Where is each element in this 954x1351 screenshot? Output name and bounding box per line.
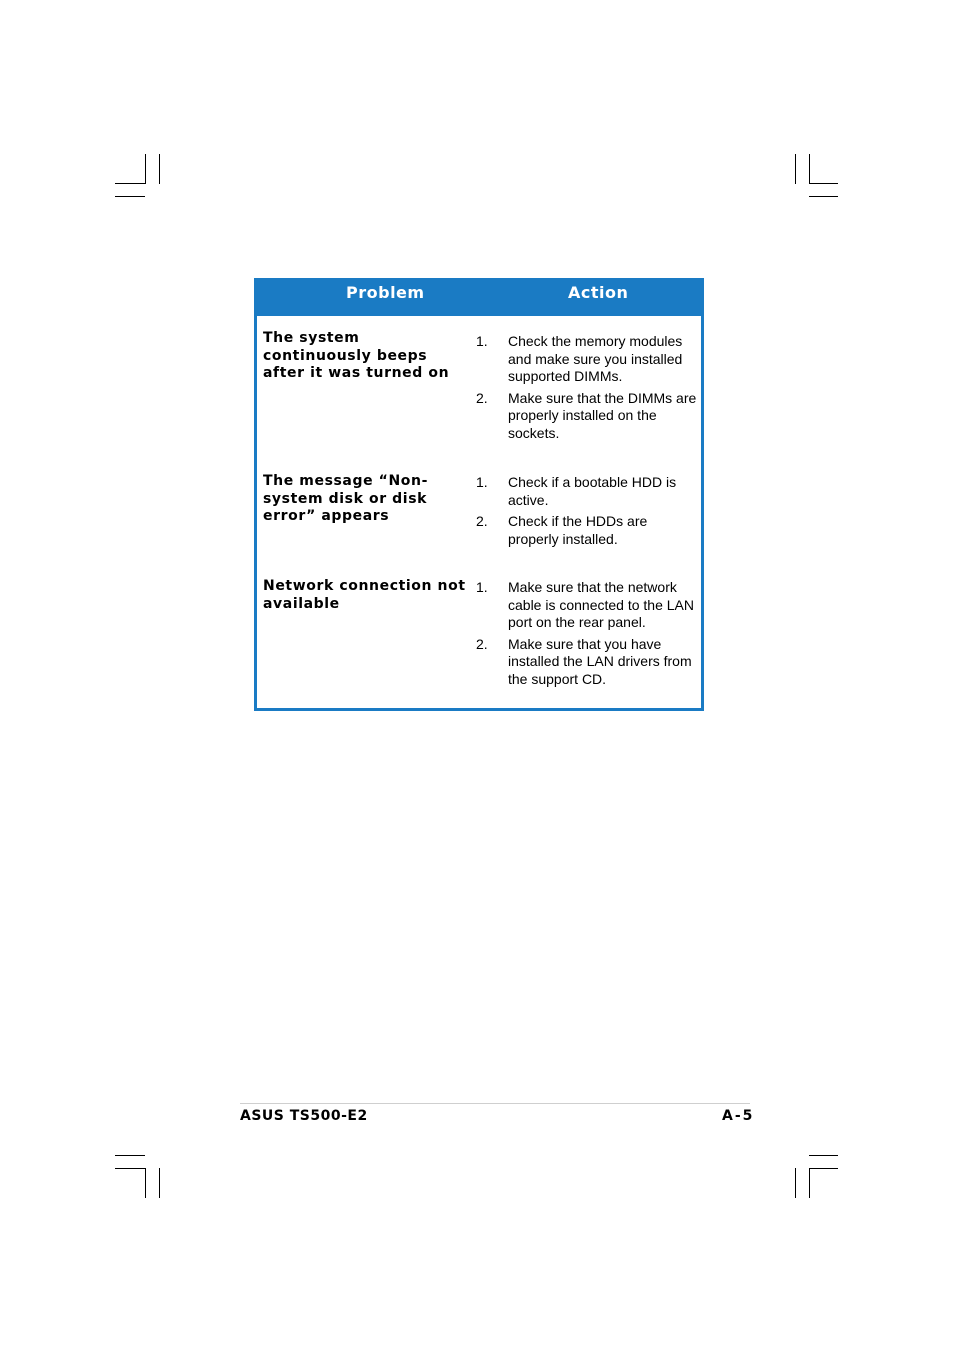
crop-mark <box>795 1168 796 1198</box>
action-list <box>476 474 701 552</box>
crop-mark <box>795 154 796 184</box>
crop-mark <box>809 183 838 184</box>
action-item: 2. Check if the HDDs are properly installed. <box>476 513 648 547</box>
page-number: A-5 <box>722 1108 755 1124</box>
footer-product-name: ASUS TS500-E2 <box>240 1108 368 1124</box>
action-item: 1. Check the memory modules and make sure you installed supported DIMMs. <box>476 333 683 384</box>
footer-divider <box>240 1103 750 1104</box>
crop-mark <box>809 154 810 184</box>
crop-mark <box>809 196 838 197</box>
crop-mark <box>145 154 146 184</box>
troubleshooting-table <box>254 278 704 711</box>
table-header <box>254 278 704 316</box>
action-list <box>476 579 701 692</box>
crop-mark <box>115 1168 145 1169</box>
crop-mark <box>159 1168 160 1198</box>
crop-mark <box>809 1155 838 1156</box>
crop-mark <box>115 1155 145 1156</box>
action-item: 1. Make sure that the network cable is connected to the LAN port on the rear panel. <box>476 579 695 630</box>
crop-mark <box>115 196 145 197</box>
problem-text: The message “Non-system disk or disk error” appears <box>263 473 428 524</box>
action-item: 1. Check if a bootable HDD is active. <box>476 474 677 508</box>
action-list <box>476 333 701 446</box>
action-item: 2. Make sure that you have installed the LAN drivers from the support CD. <box>476 635 692 687</box>
crop-mark <box>809 1168 838 1169</box>
problem-text: The system continuously beeps after it was turned on <box>263 330 450 381</box>
problem-column-header: Problem <box>346 283 425 302</box>
crop-mark <box>145 1168 146 1198</box>
crop-mark <box>809 1168 810 1198</box>
action-item: 2. Make sure that the DIMMs are properly installed on the sockets. <box>476 389 697 441</box>
crop-mark <box>115 183 145 184</box>
crop-mark <box>159 154 160 184</box>
problem-text: Network connection not available <box>263 578 466 612</box>
action-column-header: Action <box>568 283 629 302</box>
